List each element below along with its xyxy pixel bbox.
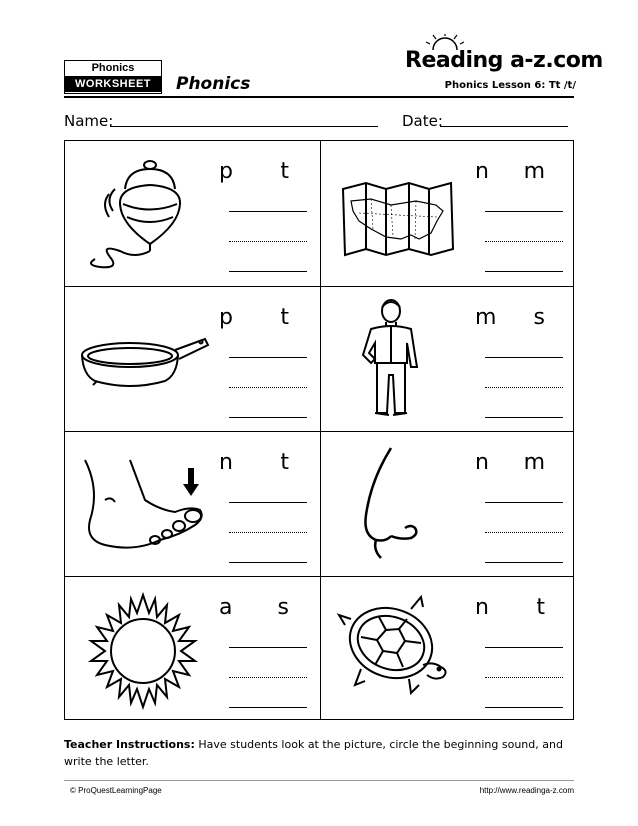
write-guide-line bbox=[229, 387, 307, 388]
spinning-top-icon bbox=[75, 149, 210, 277]
write-line[interactable] bbox=[229, 647, 307, 648]
teacher-instructions bbox=[64, 736, 574, 770]
write-line[interactable] bbox=[229, 707, 307, 708]
worksheet-title: Phonics bbox=[176, 74, 251, 94]
letter-choice[interactable]: t bbox=[536, 595, 545, 620]
cell-toe bbox=[65, 432, 319, 576]
write-guide-line bbox=[485, 677, 563, 678]
write-guide-line bbox=[485, 387, 563, 388]
letter-choice[interactable]: n bbox=[475, 595, 489, 620]
name-label: Name: bbox=[64, 112, 114, 130]
letter-choice[interactable]: m bbox=[475, 305, 497, 330]
write-line[interactable] bbox=[485, 211, 563, 212]
write-line[interactable] bbox=[485, 417, 563, 418]
cell-map bbox=[321, 141, 575, 285]
letter-choice[interactable]: p bbox=[219, 159, 233, 184]
letter-choice[interactable]: t bbox=[280, 305, 289, 330]
letter-choice[interactable]: m bbox=[523, 450, 545, 475]
logo bbox=[405, 40, 603, 76]
lesson-title: Phonics Lesson 6: Tt /t/ bbox=[444, 80, 576, 91]
letter-choices bbox=[465, 305, 555, 330]
write-guide-line bbox=[485, 241, 563, 242]
letter-choice[interactable]: t bbox=[280, 159, 289, 184]
letter-choice[interactable]: s bbox=[533, 305, 545, 330]
write-line[interactable] bbox=[229, 271, 307, 272]
write-line[interactable] bbox=[229, 562, 307, 563]
letter-choice[interactable]: n bbox=[475, 450, 489, 475]
letter-choice[interactable]: s bbox=[277, 595, 289, 620]
turtle-icon bbox=[331, 585, 466, 713]
nose-icon bbox=[331, 440, 466, 568]
site-url[interactable]: http://www.readinga-z.com bbox=[479, 786, 574, 795]
letter-choices bbox=[465, 595, 555, 620]
cell-top bbox=[65, 141, 319, 285]
letter-choice[interactable]: n bbox=[219, 450, 233, 475]
header-divider bbox=[64, 96, 574, 98]
worksheet-grid bbox=[64, 140, 574, 720]
name-field[interactable] bbox=[110, 126, 378, 127]
write-line[interactable] bbox=[485, 357, 563, 358]
write-line[interactable] bbox=[485, 562, 563, 563]
write-guide-line bbox=[229, 241, 307, 242]
date-field[interactable] bbox=[440, 126, 568, 127]
sun-icon bbox=[75, 585, 210, 713]
date-label: Date: bbox=[402, 112, 443, 130]
letter-choice[interactable]: n bbox=[475, 159, 489, 184]
write-line[interactable] bbox=[229, 417, 307, 418]
letter-choice[interactable]: p bbox=[219, 305, 233, 330]
write-line[interactable] bbox=[229, 211, 307, 212]
letter-choices bbox=[209, 305, 299, 330]
cell-nose bbox=[321, 432, 575, 576]
letter-choices bbox=[465, 450, 555, 475]
instructions-text: Have students look at the picture, circle the beginning sound, and write the letter. bbox=[64, 738, 563, 768]
letter-choices bbox=[209, 595, 299, 620]
write-guide-line bbox=[229, 532, 307, 533]
logo-text: Reading a-z.com bbox=[405, 48, 603, 73]
cell-turtle bbox=[321, 577, 575, 721]
write-line[interactable] bbox=[229, 502, 307, 503]
badge-bottom-label: WORKSHEET bbox=[65, 76, 161, 92]
badge-top-label: Phonics bbox=[65, 61, 161, 76]
write-line[interactable] bbox=[485, 707, 563, 708]
letter-choices bbox=[209, 450, 299, 475]
write-line[interactable] bbox=[485, 647, 563, 648]
write-line[interactable] bbox=[229, 357, 307, 358]
cell-man bbox=[321, 287, 575, 431]
letter-choice[interactable]: m bbox=[523, 159, 545, 184]
write-line[interactable] bbox=[485, 271, 563, 272]
write-line[interactable] bbox=[485, 502, 563, 503]
write-guide-line bbox=[485, 532, 563, 533]
write-guide-line bbox=[229, 677, 307, 678]
letter-choices bbox=[465, 159, 555, 184]
frying-pan-icon bbox=[75, 295, 210, 423]
letter-choice[interactable]: t bbox=[280, 450, 289, 475]
letter-choices bbox=[209, 159, 299, 184]
man-icon bbox=[331, 295, 466, 423]
foot-toe-icon bbox=[75, 440, 210, 568]
copyright: © ProQuestLearningPage bbox=[70, 786, 162, 795]
instructions-label: Teacher Instructions: bbox=[64, 738, 195, 751]
cell-pan bbox=[65, 287, 319, 431]
cell-sun bbox=[65, 577, 319, 721]
worksheet-badge bbox=[64, 60, 162, 94]
letter-choice[interactable]: a bbox=[219, 595, 233, 620]
map-icon bbox=[331, 149, 466, 277]
